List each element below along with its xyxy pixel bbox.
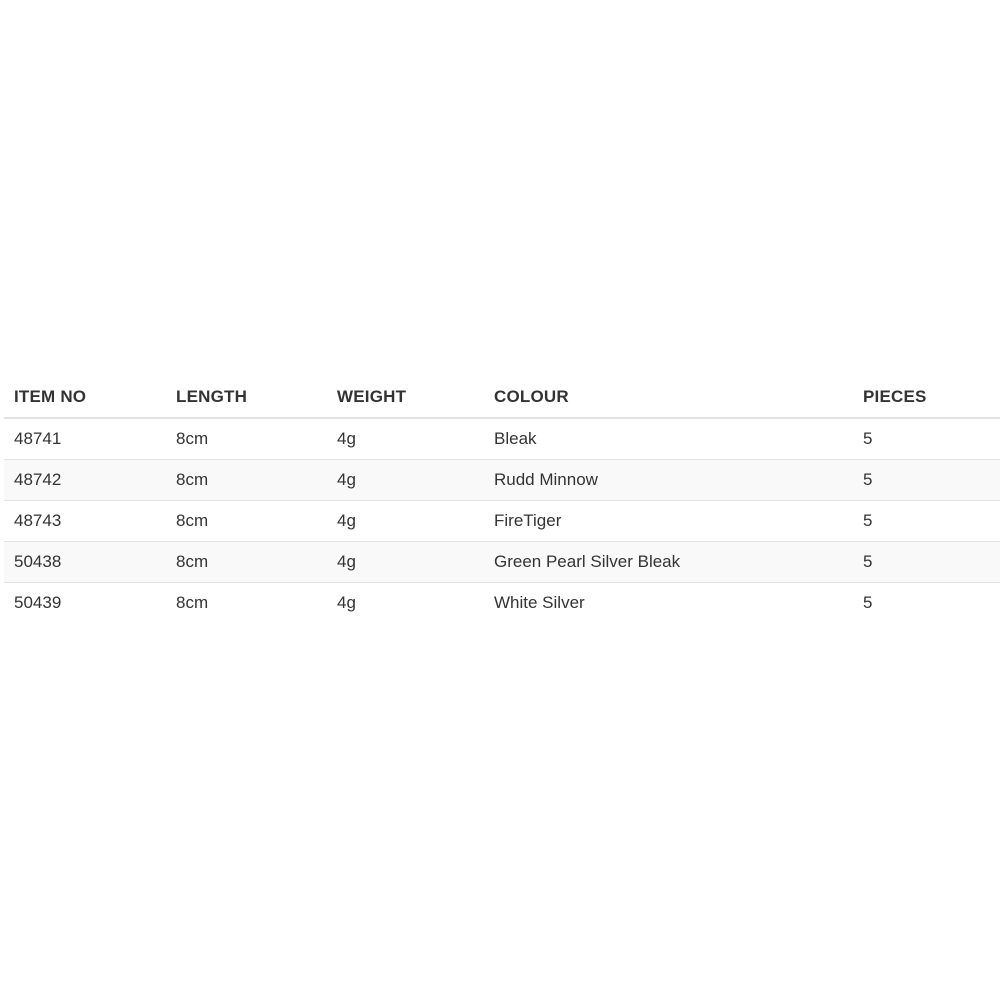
header-item-no: ITEM NO [4,377,166,418]
cell-length: 8cm [166,460,327,501]
header-length: LENGTH [166,377,327,418]
table-row [4,418,1000,460]
cell-item-no: 48742 [4,460,166,501]
cell-weight: 4g [327,542,484,583]
cell-weight: 4g [327,501,484,542]
table-row [4,583,1000,624]
cell-weight: 4g [327,460,484,501]
header-row [4,377,1000,418]
product-spec-table [4,377,1000,623]
header-colour: COLOUR [484,377,853,418]
cell-length: 8cm [166,583,327,624]
cell-colour: Rudd Minnow [484,460,853,501]
cell-length: 8cm [166,501,327,542]
table-row [4,501,1000,542]
header-weight: WEIGHT [327,377,484,418]
cell-length: 8cm [176,429,209,448]
cell-weight: 4g [337,429,356,448]
cell-item-no: 50439 [4,583,166,624]
cell-weight: 4g [327,583,484,624]
cell-pieces: 5 [853,583,1000,624]
cell-colour: Bleak [494,429,537,448]
cell-item-no: 48741 [14,429,62,448]
cell-item-no: 48743 [4,501,166,542]
table-header [4,377,1000,418]
cell-item-no: 50438 [4,542,166,583]
cell-colour: FireTiger [484,501,853,542]
table-row [4,542,1000,583]
table-body [4,418,1000,623]
header-pieces: PIECES [853,377,1000,418]
cell-pieces: 5 [853,460,1000,501]
cell-pieces: 5 [863,429,873,448]
cell-pieces: 5 [853,542,1000,583]
table-row [4,460,1000,501]
cell-colour: Green Pearl Silver Bleak [484,542,853,583]
cell-pieces: 5 [853,501,1000,542]
product-spec-table-container [4,377,1000,623]
cell-length: 8cm [166,542,327,583]
cell-colour: White Silver [484,583,853,624]
